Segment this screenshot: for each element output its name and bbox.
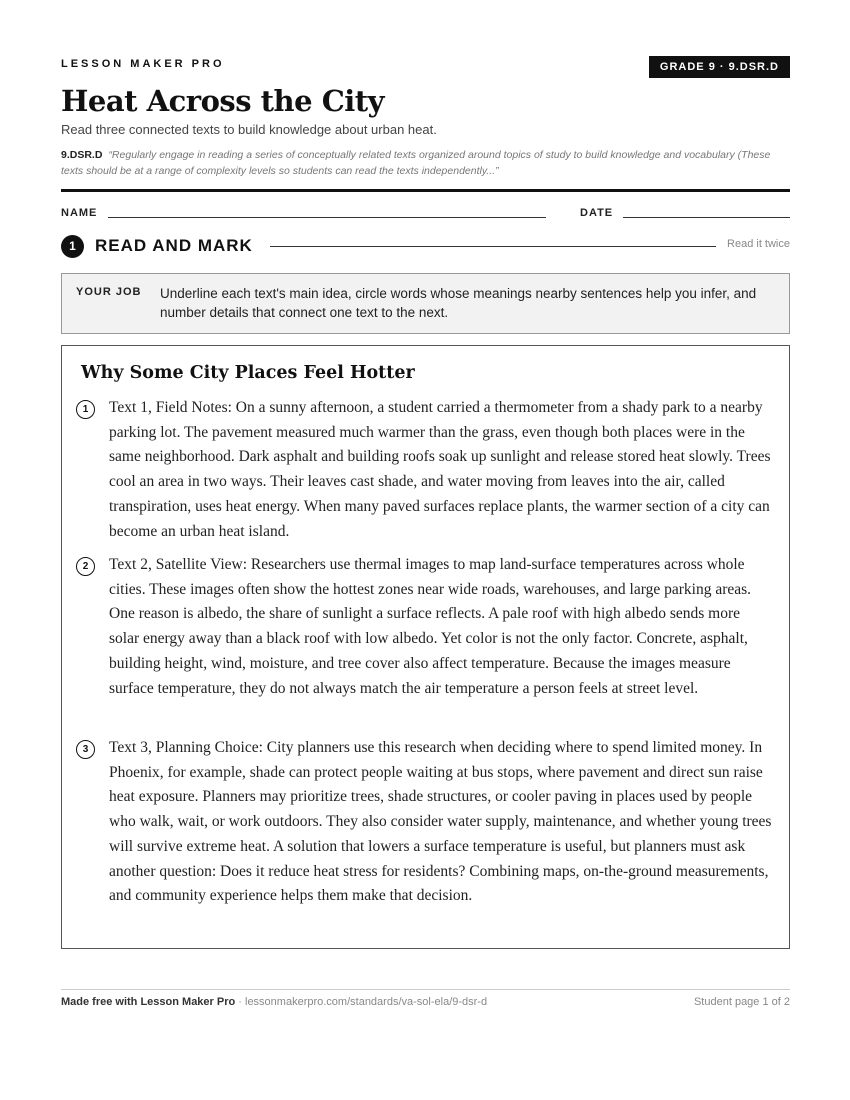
page-subtitle: Read three connected texts to build knowledge about urban heat. [61, 122, 437, 137]
header-divider [61, 189, 790, 192]
paragraph-number-badge: 2 [76, 557, 95, 576]
your-job-label: YOUR JOB [76, 286, 142, 298]
brand-name: LESSON MAKER PRO [61, 58, 225, 70]
footer-divider [61, 989, 790, 990]
section-number-badge: 1 [61, 235, 84, 258]
your-job-instructions: Underline each text's main idea, circle words whose meanings nearby sentences help you infer, and number details that connect one text to the next. [160, 286, 757, 320]
paragraph-text: Text 3, Planning Choice: City planners use this research when deciding where to spend limited money. In Phoenix, for example, shade can protect people waiting at bus stops, where pavement and direct sun raise heat exposure. Planners may prioritize trees, shade structures, or cooler paving in places used by people who walk, wait, or work outdoors. They also consider water supply, maintenance, and whether young trees will survive extreme heat. A solution that lowers a surface temperature is useful, but planners must ask another question: Does it reduce heat stress for residents? Combining maps, on-the-ground measurements, and community experience helps them make that decision. [109, 739, 772, 905]
section-header [61, 234, 790, 260]
standard-code: 9.DSR.D [61, 149, 103, 161]
page-title: Heat Across the City [61, 84, 385, 118]
section-title: READ AND MARK [95, 236, 253, 255]
date-field[interactable] [623, 217, 790, 218]
your-job-box [61, 273, 790, 334]
name-field[interactable] [108, 217, 546, 218]
date-label: DATE [580, 207, 614, 219]
name-date-row [61, 205, 790, 221]
name-label: NAME [61, 207, 98, 219]
paragraph-text: Text 1, Field Notes: On a sunny afternoon, a student carried a thermometer from a shady park to a nearby parking lot. The pavement measured much warmer than the grass, even though both places were in the same neighborhood. Dark asphalt and building roofs soak up sunlight and release stored heat slowly. Trees cool an area in two ways. Their leaves cast shade, and water moving from leaves into the air, called transpiration, uses heat energy. When many paved surfaces replace plants, the warmer section of a city can become an urban heat island. [109, 399, 771, 540]
standard-quote: “Regularly engage in reading a series of conceptually related texts organized around topics of study to build knowledge and vocabulary (These texts should be at a range of complexity levels so students can read the texts independently...” [61, 149, 771, 177]
top-bar [61, 56, 790, 78]
section-note: Read it twice [727, 238, 790, 250]
page-number: Student page 1 of 2 [693, 996, 790, 1008]
standard-description [61, 147, 790, 179]
grade-badge: GRADE 9 · 9.DSR.D [649, 56, 790, 78]
footer-credit [61, 996, 487, 1008]
paragraph-number-badge: 3 [76, 740, 95, 759]
footer-url[interactable]: · lessonmakerpro.com/standards/va-sol-ela/9-dsr-d [235, 996, 488, 1008]
reading-title: Why Some City Places Feel Hotter [81, 363, 415, 383]
reading-passage-box [61, 345, 790, 949]
paragraph-number-badge: 1 [76, 400, 95, 419]
footer-made-with: Made free with Lesson Maker Pro [61, 996, 236, 1008]
section-divider [270, 246, 716, 247]
paragraph-text: Text 2, Satellite View: Researchers use thermal images to map land-surface temperatures across whole cities. These images often show the hottest zones near wide roads, warehouses, and large parking areas. One reason is albedo, the share of sunlight a surface reflects. A pale roof with high albedo sends more solar energy away than a black roof with low albedo. Yet color is not the only factor. Concrete, asphalt, building height, wind, moisture, and tree cover also affect temperature. Because the images measure surface temperature, they do not always match the air temperature a person feels at street level. [109, 556, 752, 697]
